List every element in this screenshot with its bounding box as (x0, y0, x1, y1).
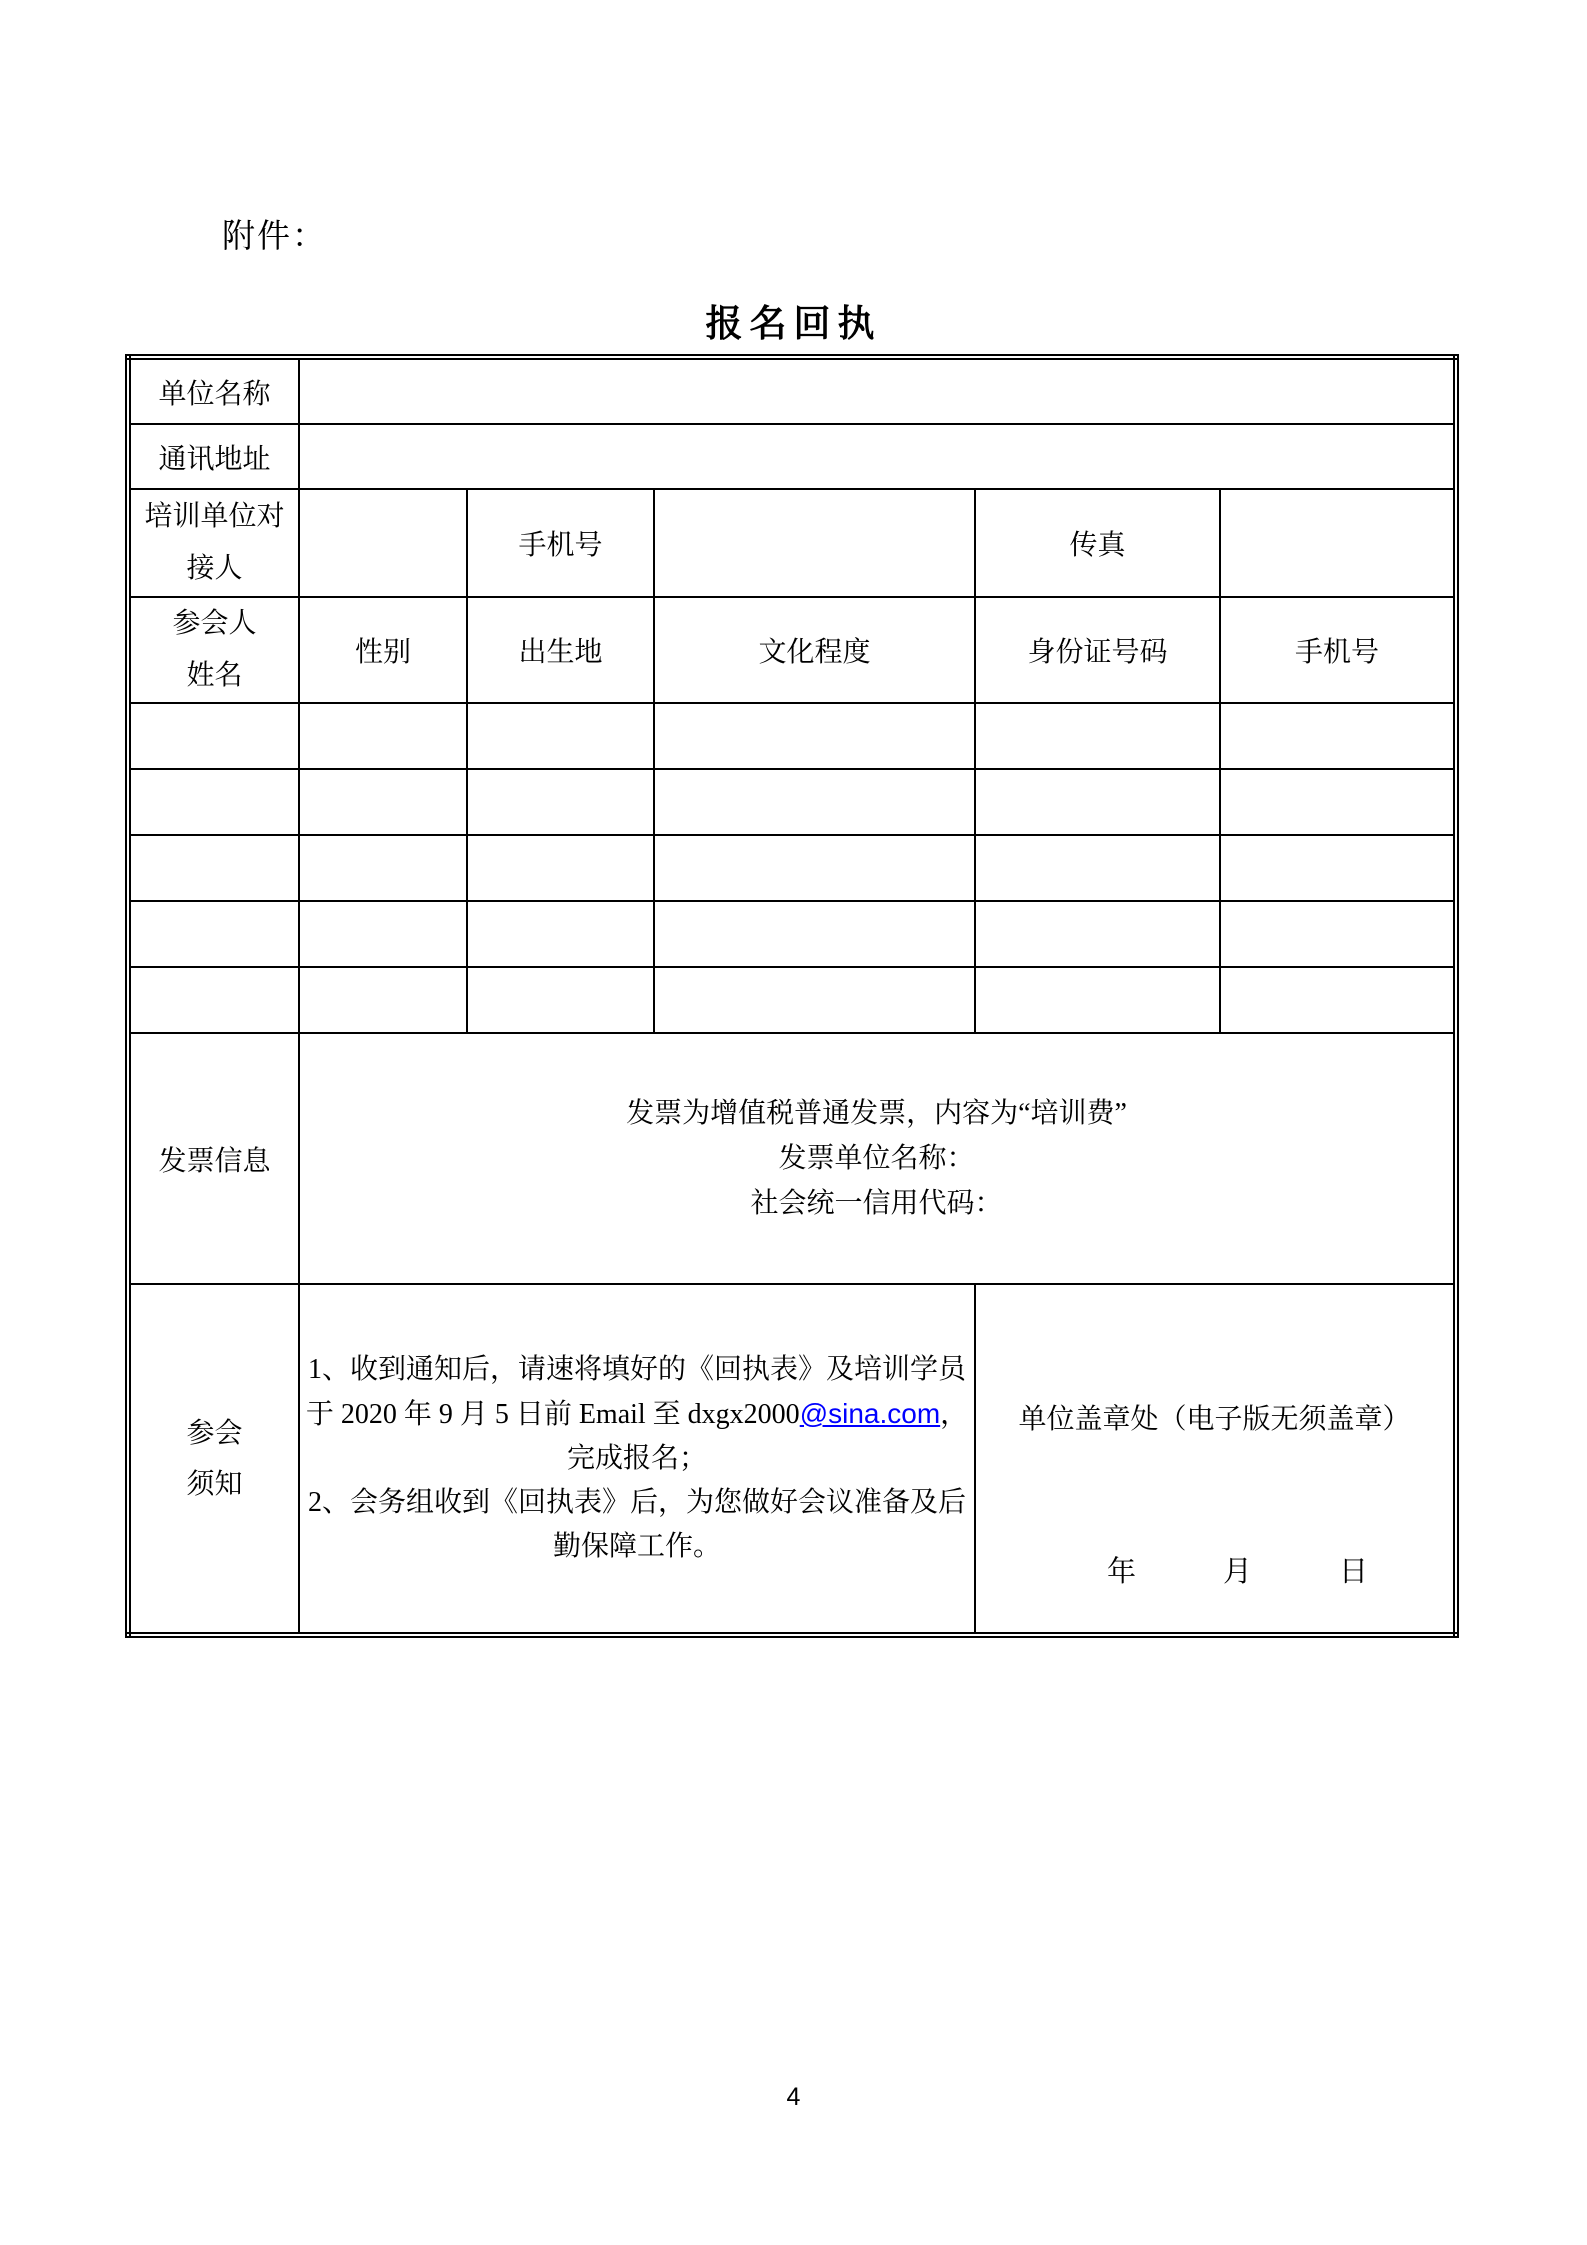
notes-label-line2: 须知 (186, 1468, 243, 1500)
invoice-credit-code-label: 社会统一信用代码： (750, 1188, 1003, 1219)
id-number-header: 身份证号码 (975, 597, 1220, 703)
contact-name-input-cell[interactable] (299, 489, 467, 597)
participant-mobile-cell[interactable] (1220, 835, 1456, 901)
gender-header: 性别 (299, 597, 467, 703)
participant-mobile-cell[interactable] (1220, 967, 1456, 1033)
participant-id-cell[interactable] (975, 835, 1220, 901)
registration-form-table (125, 354, 1459, 1638)
participant-education-cell[interactable] (654, 967, 975, 1033)
participant-gender-cell[interactable] (299, 901, 467, 967)
participant-birthplace-cell[interactable] (467, 835, 654, 901)
notes-label (128, 1284, 299, 1635)
notes-label-line1: 参会 (186, 1417, 243, 1449)
notes-line5: 勤保障工作。 (552, 1531, 721, 1562)
participant-header-row (128, 597, 1456, 703)
invoice-label: 发票信息 (128, 1033, 299, 1284)
notes-line2-prefix: 于 2020 年 9 月 5 日前 Email 至 dxgx2000 (305, 1399, 800, 1430)
participant-birthplace-cell[interactable] (467, 901, 654, 967)
page-title: 报名回执 (705, 304, 882, 345)
contact-fax-label: 传真 (975, 489, 1220, 597)
participant-gender-cell[interactable] (299, 769, 467, 835)
contact-mobile-input-cell[interactable] (654, 489, 975, 597)
participant-row (128, 901, 1456, 967)
contact-fax-input-cell[interactable] (1220, 489, 1456, 597)
contact-label-line2: 接人 (186, 553, 243, 584)
unit-name-label: 单位名称 (128, 357, 299, 424)
participant-id-cell[interactable] (975, 967, 1220, 1033)
participant-name-cell[interactable] (128, 901, 299, 967)
participant-education-cell[interactable] (654, 769, 975, 835)
participant-id-cell[interactable] (975, 901, 1220, 967)
participant-name-cell[interactable] (128, 769, 299, 835)
notes-line2-suffix: ， (940, 1399, 969, 1430)
participant-education-cell[interactable] (654, 835, 975, 901)
notes-line1: 1、收到通知后，请速将填好的《回执表》及培训学员 (307, 1354, 966, 1385)
participant-gender-cell[interactable] (299, 967, 467, 1033)
participant-row (128, 703, 1456, 769)
contact-label-line1: 培训单位对 (144, 501, 285, 532)
participant-education-cell[interactable] (654, 703, 975, 769)
education-header: 文化程度 (654, 597, 975, 703)
participant-name-cell[interactable] (128, 835, 299, 901)
participant-birthplace-cell[interactable] (467, 703, 654, 769)
notes-line4: 2、会务组收到《回执表》后，为您做好会议准备及后 (307, 1487, 966, 1518)
participant-name-cell[interactable] (128, 967, 299, 1033)
participant-name-cell[interactable] (128, 703, 299, 769)
address-input-cell[interactable] (299, 424, 1456, 489)
participant-id-cell[interactable] (975, 703, 1220, 769)
stamp-date-line: 年 月 日 (1106, 1556, 1368, 1588)
invoice-company-name-label: 发票单位名称： (778, 1143, 975, 1174)
participant-row (128, 967, 1456, 1033)
participant-mobile-cell[interactable] (1220, 901, 1456, 967)
address-label: 通讯地址 (128, 424, 299, 489)
participant-birthplace-cell[interactable] (467, 967, 654, 1033)
participant-mobile-cell[interactable] (1220, 703, 1456, 769)
birthplace-header: 出生地 (467, 597, 654, 703)
contact-row (128, 489, 1456, 597)
participant-row (128, 769, 1456, 835)
unit-name-row (128, 357, 1456, 424)
attachment-label: 附件： (222, 219, 327, 255)
notes-content-cell (299, 1284, 975, 1635)
invoice-line1: 发票为增值税普通发票，内容为“培训费” (626, 1098, 1127, 1129)
invoice-content-cell[interactable] (299, 1033, 1456, 1284)
unit-name-input-cell[interactable] (299, 357, 1456, 424)
notes-row (128, 1284, 1456, 1635)
stamp-cell[interactable] (975, 1284, 1456, 1635)
participant-education-cell[interactable] (654, 901, 975, 967)
address-row (128, 424, 1456, 489)
participant-mobile-cell[interactable] (1220, 769, 1456, 835)
participant-row (128, 835, 1456, 901)
stamp-place-label: 单位盖章处（电子版无须盖章） (1018, 1404, 1411, 1435)
page-number: 4 (786, 2083, 801, 2111)
invoice-row (128, 1033, 1456, 1284)
email-link[interactable]: @sina.com (799, 1398, 941, 1429)
mobile-header: 手机号 (1220, 597, 1456, 703)
participant-name-header-line1: 参会人 (172, 608, 257, 639)
participant-birthplace-cell[interactable] (467, 769, 654, 835)
participant-name-header (128, 597, 299, 703)
participant-gender-cell[interactable] (299, 703, 467, 769)
notes-line2 (300, 1392, 974, 1437)
participant-id-cell[interactable] (975, 769, 1220, 835)
contact-mobile-label: 手机号 (467, 489, 654, 597)
participant-gender-cell[interactable] (299, 835, 467, 901)
notes-line3: 完成报名； (566, 1443, 707, 1474)
participant-name-header-line2: 姓名 (186, 660, 243, 691)
contact-label (128, 489, 299, 597)
